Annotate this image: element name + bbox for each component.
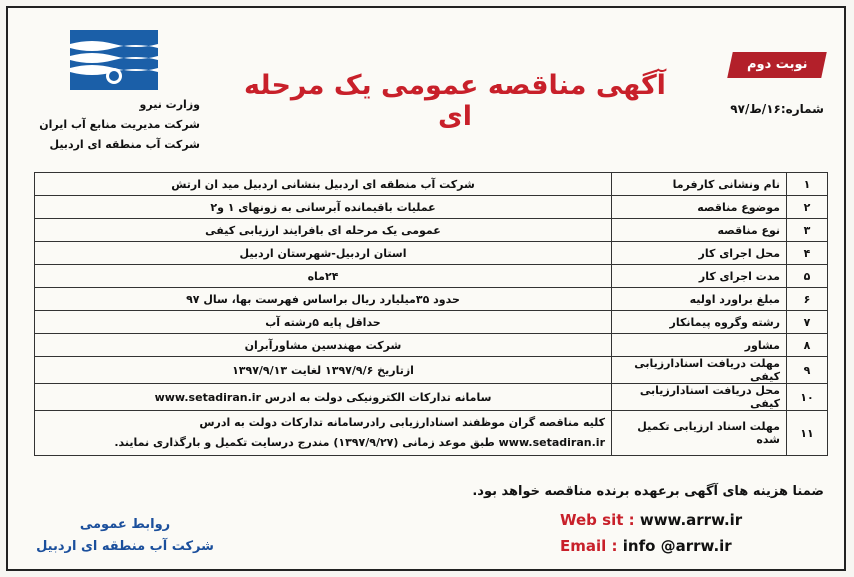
row-value [35,411,612,456]
table-row [35,173,828,196]
row-value: شرکت مهندسین مشاورآبران [35,334,612,357]
table-row [35,384,828,411]
row-value: ۲۴ماه [35,265,612,288]
email-line [560,537,824,555]
row-value: عمومی یک مرحله ای بافرایند ارزیابی کیفی [35,219,612,242]
row-label: مدت اجرای کار [612,265,787,288]
row-value: شرکت آب منطقه ای اردبیل بنشانی اردبیل مید ان ارتش [35,173,612,196]
table-row [35,311,828,334]
table-row [35,288,828,311]
issuer-block [20,95,200,155]
row-index: ۸ [787,334,828,357]
tender-details-table [34,172,828,456]
row-index: ۷ [787,311,828,334]
row-index: ۱ [787,173,828,196]
website-line [560,511,824,529]
table-row [35,242,828,265]
notice-number: شماره:۱۶/ط/۹۷ [730,102,824,116]
row-label: رشته وگروه پیمانکار [612,311,787,334]
company-name-1: شرکت مدیریت منابع آب ایران [39,118,200,131]
row-label: نوع مناقصه [612,219,787,242]
ministry-name: وزارت نیرو [139,98,200,111]
row-value: عملیات باقیمانده آبرسانی به زونهای ۱ و۲ [35,196,612,219]
row-label: مهلت اسناد ارزیابی تکمیل شده [612,411,787,456]
row-index: ۳ [787,219,828,242]
row-index: ۹ [787,357,828,384]
public-relations-signature [30,514,220,558]
row-label: نام ونشانی کارفرما [612,173,787,196]
table-row [35,196,828,219]
row-index: ۶ [787,288,828,311]
row-label: مبلغ براورد اولیه [612,288,787,311]
row-label: مشاور [612,334,787,357]
table-row [35,265,828,288]
row-index: ۱۰ [787,384,828,411]
email-link[interactable]: info @arrw.ir [622,537,732,555]
table-row [35,411,828,456]
pr-title: روابط عمومی [79,517,171,532]
row-index: ۲ [787,196,828,219]
row-value: استان اردبیل-شهرستان اردبیل [35,242,612,265]
row-index: ۴ [787,242,828,265]
notice-title: آگهی مناقصه عمومی یک مرحله ای [244,70,666,132]
website-link[interactable]: www.arrw.ir [639,511,743,529]
water-company-logo-icon [70,30,158,90]
row-label: موضوع مناقصه [612,196,787,219]
row-value-line-2: www.setadiran.ir طبق موعد زمانی (۱۳۹۷/۹/۲۷) مندرج درسایت تکمیل و بارگذاری نمایند. [114,436,605,449]
table-row [35,219,828,242]
email-label: Email : [560,537,618,555]
row-value: ازتاریخ ۱۳۹۷/۹/۶ لغایت ۱۳۹۷/۹/۱۳ [35,357,612,384]
row-index: ۵ [787,265,828,288]
fee-note: ضمنا هزینه های آگهی برعهده برنده مناقصه خواهد بود. [472,484,824,499]
company-name-2: شرکت آب منطقه ای اردبیل [49,138,200,151]
row-index: ۱۱ [787,411,828,456]
pr-company: شرکت آب منطقه ای اردبیل [36,539,214,554]
table-row [35,357,828,384]
row-value: حداقل پایه ۵رشته آب [35,311,612,334]
table-row [35,334,828,357]
second-round-badge: نوبت دوم [727,52,827,78]
website-label: Web sit : [560,511,635,529]
row-value-line-1: کلیه مناقصه گران موظفند اسنادارزیابی رادرسامانه تدارکات دولت به ادرس [199,416,605,429]
row-value: سامانه تدارکات الکترونیکی دولت به ادرس www.setadiran.ir [35,384,612,411]
row-label: محل اجرای کار [612,242,787,265]
row-label: مهلت دریافت اسنادارزیابی کیفی [612,357,787,384]
row-label: محل دریافت اسنادارزیابی کیفی [612,384,787,411]
row-value: حدود ۳۵میلیارد ریال براساس فهرست بها، سال ۹۷ [35,288,612,311]
